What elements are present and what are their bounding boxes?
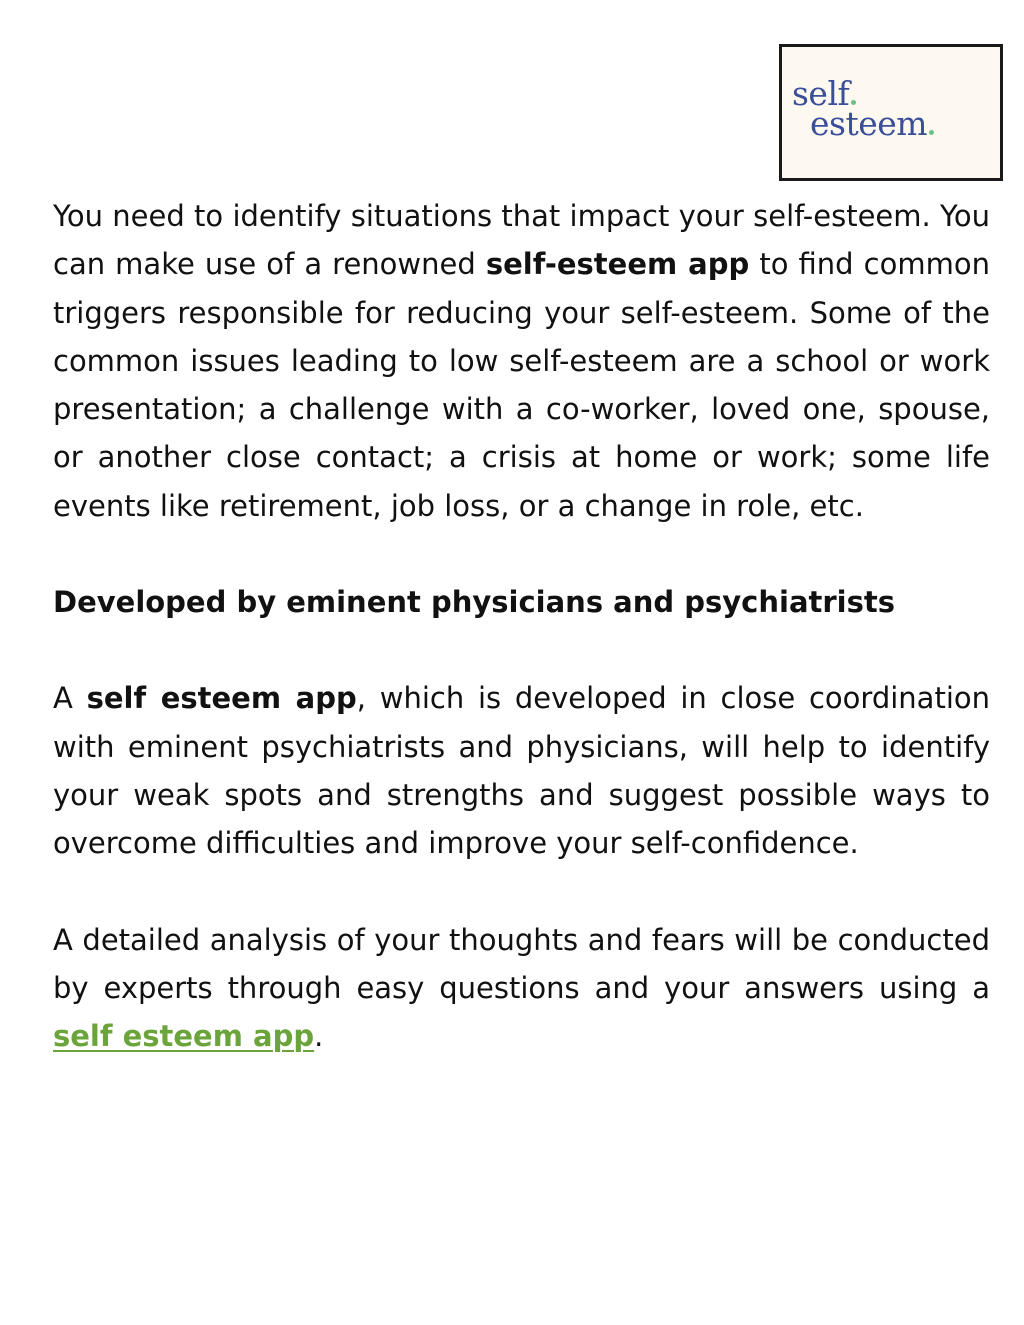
self-esteem-app-link[interactable]: self esteem app [53,1019,315,1054]
paragraph-developed [53,674,990,867]
paragraph-text: You need to identify situations that impact your self-esteem. You can make use of a renowned [53,199,990,282]
self-esteem-logo [779,44,1003,181]
paragraph-text: to find common triggers responsible for reducing your self-esteem. Some of the common issues leading to low self-esteem are a school or work presentation; a challenge with a co-worker, loved one, spouse, or another close contact; a crisis at home or work; some life events like retirement, job loss, or a change in role, etc. [53,247,990,523]
paragraph-analysis [53,916,990,1061]
logo-line-esteem: esteem [810,107,934,140]
paragraph-triggers [53,192,990,530]
section-heading: Developed by eminent physicians and psychiatrists [53,585,896,620]
paragraph-text: A detailed analysis of your thoughts and fears will be conducted by experts through easy questions and your answers using a [53,922,990,1005]
article-body [53,192,990,1060]
paragraph-text: , which is developed in close coordination with eminent psychiatrists and physicians, will help to identify your weak spots and strengths and suggest possible ways to overcome difficulties and improve your self-confidence. [53,681,990,861]
paragraph-text: . [314,1019,324,1054]
paragraph-text: A [53,681,87,716]
logo-line-self: self [792,77,856,110]
bold-keyword: self-esteem app [485,247,750,282]
bold-keyword: self esteem app [86,681,357,716]
logo-dot-icon [929,130,934,135]
